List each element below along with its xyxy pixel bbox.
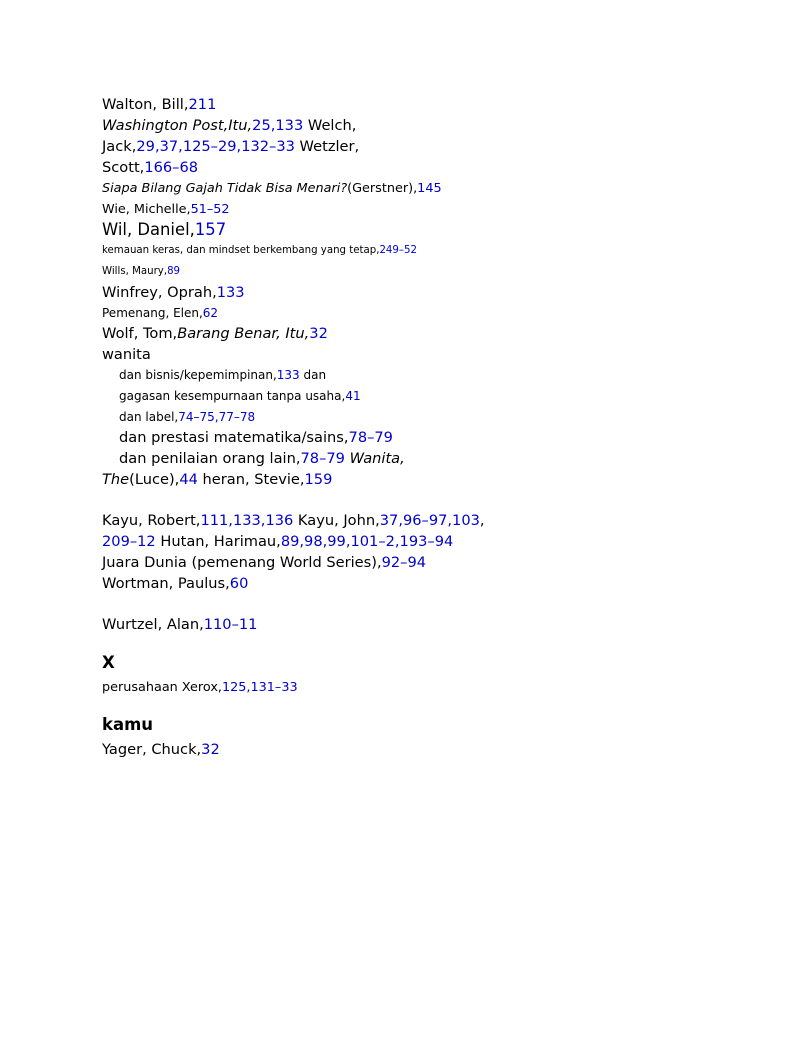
- entry-welch-jack: [102, 138, 359, 156]
- entry-kemauan-keras: [102, 245, 417, 257]
- subentry-prestasi: [119, 429, 393, 447]
- entry-text: gagasan kesempurnaan tanpa usaha,: [119, 389, 346, 403]
- page-ref-link[interactable]: 51–52: [190, 202, 230, 217]
- entry-pemenang-elen: [102, 306, 218, 320]
- entry-wie-michelle: [102, 202, 230, 217]
- page-ref-link[interactable]: 78–79: [348, 429, 393, 446]
- entry-wetzler-scott: [102, 159, 198, 177]
- subentry-gagasan: [119, 389, 361, 403]
- entry-wurtzel-alan: [102, 616, 257, 634]
- page-ref-link[interactable]: 32: [201, 741, 220, 758]
- entry-text: Wil, Daniel,: [102, 220, 195, 239]
- page-ref-link[interactable]: 211: [188, 96, 217, 113]
- separator: ,: [447, 512, 453, 529]
- page-ref-link[interactable]: 125: [221, 680, 247, 695]
- entry-text: Wie, Michelle,: [102, 202, 191, 217]
- page-ref-link[interactable]: 133: [232, 512, 261, 529]
- entry-text: wanita: [102, 346, 151, 363]
- section-heading-x: X: [102, 653, 115, 672]
- entry-wolf-tom: [102, 325, 328, 343]
- separator: ,: [398, 512, 403, 529]
- page-ref-link[interactable]: 103: [452, 512, 480, 529]
- entry-wortman-paulus: [102, 575, 248, 593]
- page-ref-link[interactable]: 77–78: [218, 410, 256, 424]
- entry-text: perusahaan Xerox,: [102, 680, 222, 695]
- page-ref-link[interactable]: 166–68: [144, 159, 199, 176]
- entry-juara-dunia: [102, 554, 426, 572]
- page-ref-link[interactable]: 131–33: [250, 680, 298, 695]
- subentry-bisnis: [119, 368, 326, 382]
- entry-the-luce: [102, 471, 332, 489]
- page-ref-link[interactable]: 41: [345, 389, 361, 403]
- entry-text: dan bisnis/kepemimpinan,: [119, 368, 277, 382]
- entry-wil-daniel: [102, 220, 226, 240]
- page-ref-link[interactable]: 92–94: [381, 554, 427, 571]
- entry-text: Winfrey, Oprah,: [102, 284, 217, 301]
- page-ref-link[interactable]: 99: [327, 533, 346, 550]
- page-ref-link[interactable]: 78–79: [300, 450, 345, 467]
- page-ref-link[interactable]: 133: [275, 117, 304, 134]
- entry-text: Wills, Maury,: [102, 266, 168, 277]
- entry-text: Barang Benar, Itu,: [177, 325, 310, 342]
- entry-winfrey-oprah: [102, 284, 245, 302]
- entry-hutan-harimau: [102, 533, 453, 551]
- separator: ,: [270, 117, 276, 134]
- entry-xerox: [102, 680, 298, 695]
- entry-wanita: [102, 346, 151, 364]
- page-ref-link[interactable]: 159: [304, 471, 333, 488]
- entry-text: Wortman, Paulus,: [102, 575, 230, 592]
- entry-text: Kayu, Robert,: [102, 512, 201, 529]
- page-ref-link[interactable]: 29: [136, 138, 155, 155]
- separator: ,: [479, 512, 485, 529]
- entry-text: Walton, Bill,: [102, 96, 189, 113]
- entry-text: Wurtzel, Alan,: [102, 616, 204, 633]
- page-ref-link[interactable]: 101–2: [350, 533, 395, 550]
- page-ref-link[interactable]: 60: [229, 575, 249, 592]
- entry-text: Yager, Chuck,: [102, 741, 202, 758]
- entry-text: Wetzler,: [294, 138, 360, 155]
- page-ref-link[interactable]: 249–52: [379, 245, 417, 256]
- entry-text: Scott,: [102, 159, 145, 176]
- separator: ,: [345, 533, 351, 550]
- entry-yager-chuck: [102, 741, 220, 759]
- entry-text: Pemenang, Elen,: [102, 306, 203, 320]
- page-ref-link[interactable]: 125–29: [182, 138, 237, 155]
- separator: ,: [322, 533, 328, 550]
- entry-siapa-bilang: [102, 181, 442, 196]
- page-ref-link[interactable]: 32: [309, 325, 328, 342]
- page-ref-link[interactable]: 98: [304, 533, 323, 550]
- entry-walton-bill: [102, 96, 216, 114]
- page-ref-link[interactable]: 74–75: [178, 410, 215, 424]
- separator: ,: [228, 512, 233, 529]
- page-ref-link[interactable]: 37: [379, 512, 399, 529]
- page-ref-link[interactable]: 37: [159, 138, 179, 155]
- entry-text: Kayu, John,: [293, 512, 380, 529]
- entry-kayu-robert: [102, 512, 485, 530]
- entry-text: dan: [299, 368, 327, 382]
- separator: ,: [260, 512, 266, 529]
- page-ref-link[interactable]: 62: [202, 306, 219, 320]
- page-ref-link[interactable]: 133: [276, 368, 300, 382]
- section-heading-y: kamu: [102, 715, 154, 734]
- entry-text: dan penilaian orang lain,: [119, 450, 301, 467]
- separator: ,: [178, 138, 183, 155]
- entry-washington-post: [102, 117, 356, 135]
- entry-text: Wolf, Tom,: [102, 325, 178, 342]
- separator: ,: [394, 533, 400, 550]
- entry-text: dan prestasi matematika/sains,: [119, 429, 349, 446]
- page-ref-link[interactable]: 110–11: [203, 616, 258, 633]
- entry-text: Juara Dunia (pemenang World Series),: [102, 554, 382, 571]
- page-ref-link[interactable]: 44: [179, 471, 198, 488]
- subentry-penilaian: [119, 450, 405, 468]
- page-ref-link[interactable]: 89: [167, 266, 181, 277]
- entry-text: kemauan keras, dan mindset berkembang yang tetap,: [102, 245, 380, 256]
- separator: ,: [246, 680, 251, 695]
- entry-text: Jack,: [102, 138, 137, 155]
- page-ref-link[interactable]: 132–33: [241, 138, 295, 155]
- entry-text: heran, Stevie,: [197, 471, 305, 488]
- page-ref-link[interactable]: 136: [265, 512, 294, 529]
- entry-text: dan label,: [119, 410, 179, 424]
- page-ref-link[interactable]: 157: [194, 220, 227, 239]
- page-ref-link[interactable]: 89: [280, 533, 300, 550]
- subentry-label: [119, 410, 255, 424]
- separator: ,: [299, 533, 305, 550]
- separator: ,: [236, 138, 242, 155]
- separator: ,: [214, 410, 219, 424]
- page-ref-link[interactable]: 145: [417, 181, 442, 196]
- entry-text: (Gerstner),: [347, 181, 418, 196]
- entry-text: Siapa Bilang Gajah Tidak Bisa Menari?: [102, 181, 348, 196]
- entry-text: Welch,: [303, 117, 357, 134]
- entry-text: The: [102, 471, 130, 488]
- page-ref-link[interactable]: 111: [200, 512, 229, 529]
- page-ref-link[interactable]: 25: [252, 117, 271, 134]
- entry-wills-maury: [102, 266, 180, 278]
- entry-text: (Luce),: [129, 471, 180, 488]
- entry-text: Washington Post,Itu,: [102, 117, 253, 134]
- page-ref-link[interactable]: 209–12: [102, 533, 156, 550]
- separator: ,: [154, 138, 160, 155]
- page-ref-link[interactable]: 133: [216, 284, 245, 301]
- entry-text: Wanita,: [344, 450, 405, 467]
- entry-text: Hutan, Harimau,: [155, 533, 281, 550]
- page-ref-link[interactable]: 96–97: [402, 512, 448, 529]
- page-ref-link[interactable]: 193–94: [399, 533, 454, 550]
